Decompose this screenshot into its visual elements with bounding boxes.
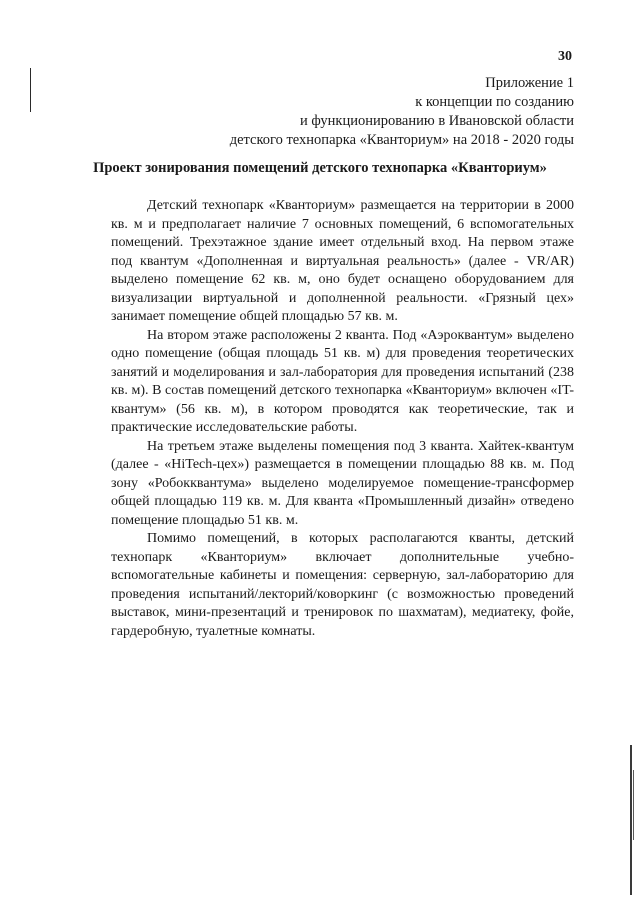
- paragraph: На третьем этаже выделены помещения под 3 кванта. Хайтек-квантум (далее - «HiTech-цех») размещается в помещении площадью 88 кв. м. Под зону «Робокквантума» выделено моделируемое помещение-трансформер общей площадью 119 кв. м. Для кванта «Промышленный дизайн» отведено помещение площадью 51 кв. м.: [111, 438, 574, 528]
- page-number: 30: [558, 49, 572, 64]
- appendix-header: [230, 74, 574, 150]
- paragraph: Помимо помещений, в которых располагаются кванты, детский технопарк «Кванториум» включает дополнительные учебно-вспомогательные кабинеты и помещения: серверную, зал-лабораторию для проведения испытаний/лекторий/коворкинг (с возможностью проведений выставок, мини-презентаций и тренировок по шахматам), медиатеку, фойе, гардеробную, туалетные комнаты.: [111, 531, 574, 639]
- scan-edge-mark: [633, 770, 634, 840]
- paragraph: Детский технопарк «Кванториум» размещается на территории в 2000 кв. м и предполагает наличие 7 основных помещений, 6 вспомогательных помещений. Трехэтажное здание имеет отдельный вход. На первом этаже под квантум «Дополненная и виртуальная реальность» (далее - VR/AR) выделено помещение 62 кв. м, оно будет оснащено оборудованием для визуализации виртуальной и дополненной реальности. «Грязный цех» занимает помещение общей площадью 57 кв. м.: [111, 198, 574, 324]
- scan-edge-mark: [630, 745, 632, 895]
- document-title: Проект зонирования помещений детского технопарка «Кванториум»: [93, 160, 547, 176]
- appendix-reference: детского технопарка «Кванториум» на 2018 - 2020 годы: [229, 132, 574, 148]
- document-body: [111, 197, 574, 641]
- appendix-reference: к концепции по созданию: [415, 94, 574, 110]
- appendix-label: Приложение 1: [485, 75, 574, 91]
- paragraph: На втором этаже расположены 2 кванта. Под «Аэроквантум» выделено одно помещение (общая площадь 51 кв. м) для проведения теоретических занятий и моделирования и зал-лаборатория для проведения испытаний (238 кв. м). В состав помещений детского технопарка «Кванториум» включен «IT-квантум» (56 кв. м), в котором проводятся как теоретические, так и практические исследовательские работы.: [111, 327, 574, 435]
- appendix-reference: и функционированию в Ивановской области: [300, 113, 574, 129]
- scan-margin-mark: [30, 68, 31, 112]
